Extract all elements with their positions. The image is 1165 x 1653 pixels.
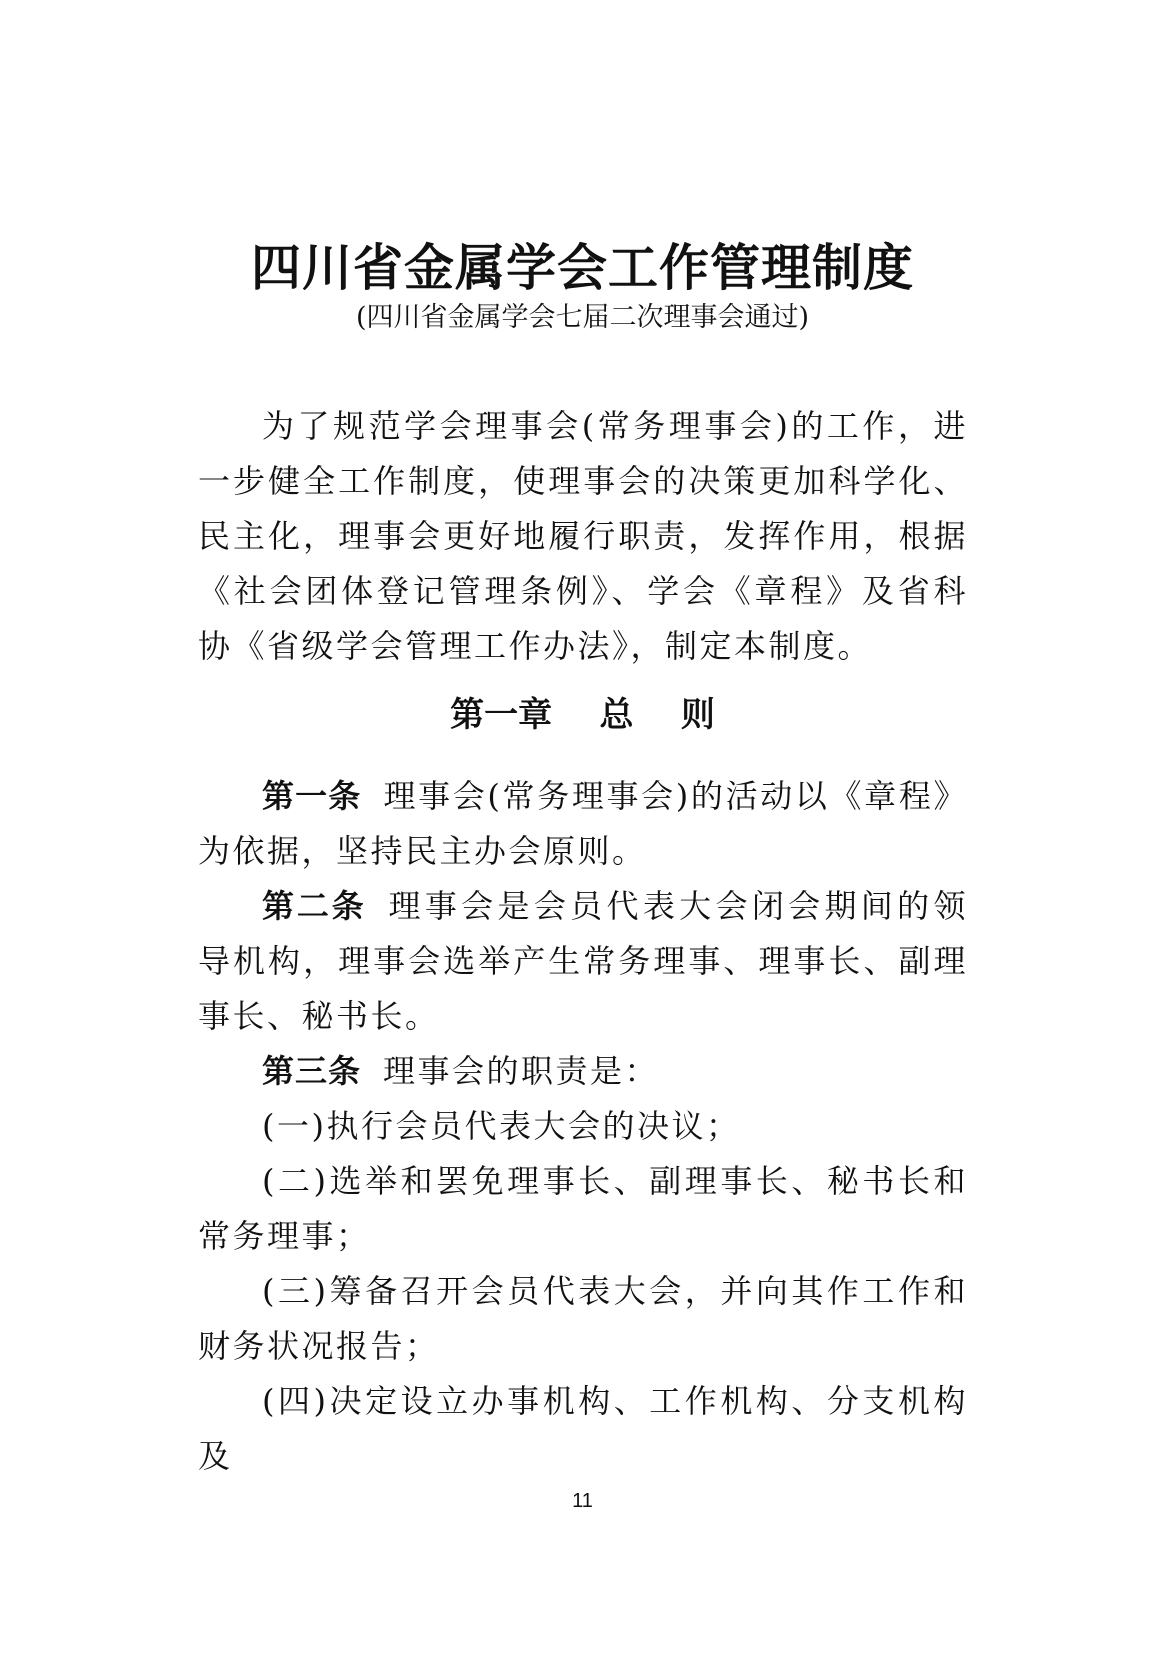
list-item: (三)筹备召开会员代表大会，并向其作工作和财务状况报告； <box>198 1272 968 1365</box>
document-subtitle: (四川省金属学会七届二次理事会通过) <box>355 302 810 333</box>
article-label: 第三条 <box>262 1052 362 1090</box>
list-item: (二)选举和罢免理事长、副理事长、秘书长和常务理事； <box>198 1162 968 1255</box>
article-2 <box>198 879 968 1044</box>
intro-section <box>198 399 968 674</box>
list-item: (四)决定设立办事机构、工作机构、分支机构及 <box>198 1382 968 1475</box>
intro-paragraph: 为了规范学会理事会(常务理事会)的工作，进一步健全工作制度，使理事会的决策更加科学化、民主化，理事会更好地履行职责，发挥作用，根据《社会团体登记管理条例》、学会《章程》及省科协《省级学会管理工作办法》，制定本制度。 <box>198 407 968 665</box>
article-label: 第二条 <box>262 887 367 925</box>
article-label: 第一条 <box>262 777 362 815</box>
article-3 <box>198 1044 968 1099</box>
article-text: 理事会的职责是： <box>383 1052 660 1090</box>
article-text: 理事会(常务理事会)的活动以《章程》为依据，坚持民主办会原则。 <box>198 777 968 870</box>
article-text: 理事会是会员代表大会闭会期间的领导机构，理事会选举产生常务理事、理事长、副理事长、秘书长。 <box>198 887 968 1035</box>
list-item: (一)执行会员代表大会的决议； <box>262 1107 741 1145</box>
document-title: 四川省金属学会工作管理制度 <box>251 239 914 297</box>
articles-section <box>198 769 968 1484</box>
article-1 <box>198 769 968 879</box>
chapter-heading: 第一章 总 则 <box>450 695 715 735</box>
page-number: 11 <box>572 1490 593 1512</box>
